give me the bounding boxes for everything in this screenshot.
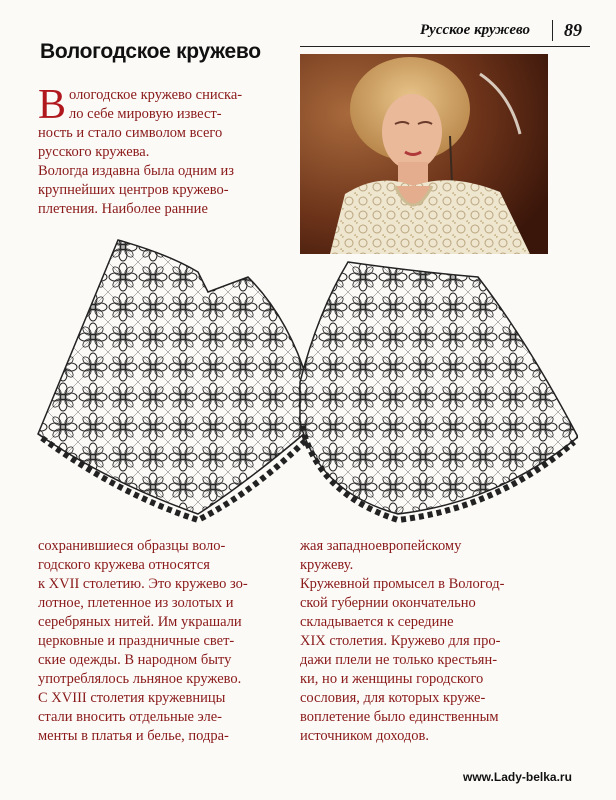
text-line: ки, но и женщины городского [300, 671, 484, 687]
text-line: жая западноевропейскому [300, 538, 462, 554]
lace-photo [300, 54, 548, 254]
running-head: Русское кружево [420, 22, 531, 38]
text-line: С XVIII столетия кружевницы [38, 690, 226, 706]
intro-column [38, 82, 286, 219]
intro-line: ло себе мировую извест- [69, 106, 222, 122]
right-text-column [300, 537, 570, 746]
text-line: менты в платья и белье, подра- [38, 728, 229, 744]
text-line: сословия, для которых круже- [300, 690, 486, 706]
text-line: серебряных нитей. Им украшали [38, 614, 242, 630]
text-line: лотное, плетенное из золотых и [38, 595, 234, 611]
lace-pattern-diagram [18, 232, 578, 532]
text-line: ской губернии окончательно [300, 595, 476, 611]
text-line: церковные и праздничные свет- [38, 633, 235, 649]
text-line: употреблялось льняное кружево. [38, 671, 242, 687]
text-line: XIX столетия. Кружево для про- [300, 633, 501, 649]
intro-line: ность и стало символом всего [38, 125, 223, 141]
footer-url[interactable]: www.Lady-belka.ru [463, 770, 572, 784]
intro-line: ологодское кружево сниска- [69, 87, 243, 103]
text-line: источником доходов. [300, 728, 430, 744]
left-text-column [38, 537, 288, 746]
page-number: 89 [552, 20, 593, 41]
header-rule [300, 46, 590, 47]
article-title: Вологодское кружево [40, 40, 261, 63]
text-line: стали вносить отдельные эле- [38, 709, 223, 725]
intro-line: русского кружева. [38, 144, 150, 160]
text-line: сохранившиеся образцы воло- [38, 538, 226, 554]
intro-line: плетения. Наиболее ранние [38, 201, 208, 217]
dropcap: В [38, 82, 67, 128]
text-line: кружеву. [300, 557, 354, 573]
intro-line: Вологда издавна была одним из [38, 163, 235, 179]
text-line: Кружевной промысел в Вологод- [300, 576, 505, 592]
text-line: к XVII столетию. Это кружево зо- [38, 576, 248, 592]
intro-line: крупнейших центров кружево- [38, 182, 229, 198]
text-line: ские одежды. В народном быту [38, 652, 232, 668]
text-line: воплетение было единственным [300, 709, 499, 725]
text-line: складывается к середине [300, 614, 454, 630]
text-line: годского кружева относятся [38, 557, 210, 573]
text-line: дажи плели не только крестьян- [300, 652, 498, 668]
